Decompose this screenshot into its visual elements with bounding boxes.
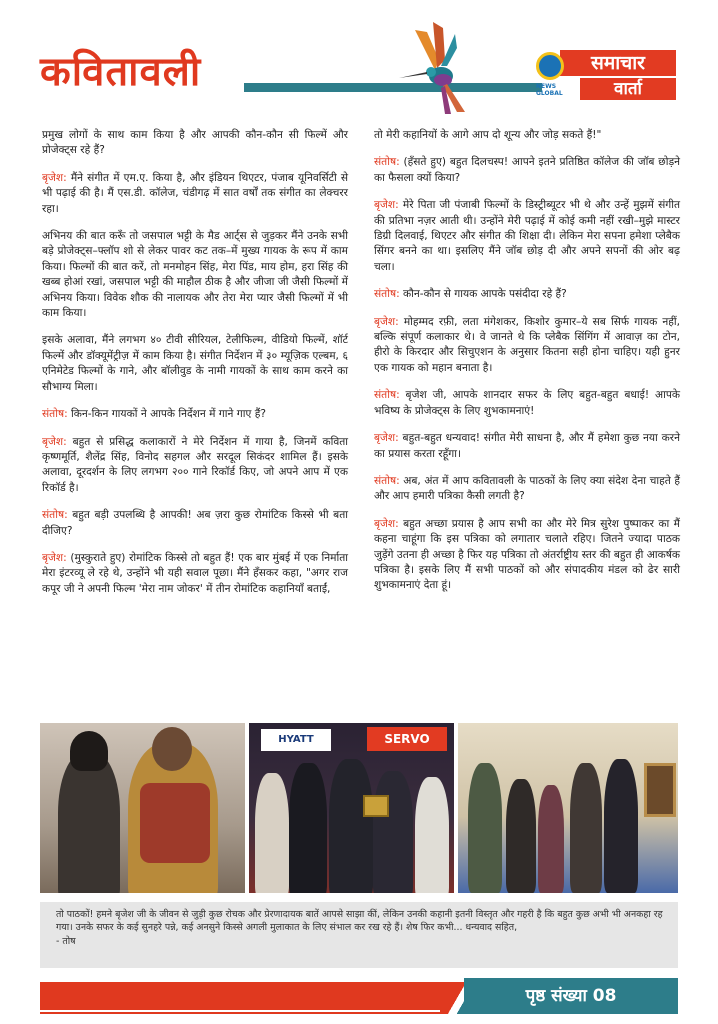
paragraph: बृजेश: बहुत अच्छा प्रयास है आप सभी का और मेरे मित्र सुरेश पुष्पाकर का मैं कहना चाहूंगा कि इस पत्रिका को लगातार चलाते रहिए। जितने ज्यादा पाठक जुड़ेंगे उतना ही अच्छा है फिर यह पत्रिका तो अंतर्राष्ट्रीय स्तर की बहुत ही आकर्षक पत्रिका है। इसके लिए मैं सभी पाठकों को और संपादकीय मंडल को ढेर सारी शुभकामनाएं देता हूं। xyxy=(374,517,680,592)
paragraph: संतोष: बहुत बड़ी उपलब्धि है आपकी! अब ज़रा कुछ रोमांटिक किस्से भी बता दीजिए? xyxy=(42,509,348,537)
page-header xyxy=(0,0,718,120)
closing-note-signature: - तोष xyxy=(56,935,76,947)
logo-text-bottom: वार्ता xyxy=(580,76,676,100)
paragraph: प्रमुख लोगों के साथ काम किया है और आपकी कौन-कौन सी फिल्में और प्रोजेक्ट्स रहे हैं? xyxy=(42,129,348,157)
hummingbird-illustration xyxy=(395,20,480,115)
speaker-label: बृजेश: xyxy=(374,517,399,530)
footer-accent-bar xyxy=(40,982,464,1010)
paragraph: संतोष: बृजेश जी, आपके शानदार सफर के लिए बहुत-बहुत बधाई! आपके भविष्य के प्रोजेक्ट्स के लिए शुभकामनाएं! xyxy=(374,389,680,417)
photo-embrace xyxy=(40,723,245,893)
photo-exhibition xyxy=(458,723,678,893)
photo-strip xyxy=(40,723,678,893)
closing-note-text: तो पाठकों! हमने बृजेश जी के जीवन से जुड़ी कुछ रोचक और प्रेरणादायक बातें आपसे साझा कीं, लेकिन उनकी कहानी इतनी विस्तृत और गहरी है कि बहुत कुछ अभी भी अनकहा रह गया। उनके सफर के कई सुनहरे पन्ने, कई अनसुने किस्से अगली मुलाकात के लिए संभाल कर रख रहे हैं। शेष फिर कभी... धन्यवाद सहित, xyxy=(56,909,663,934)
left-column xyxy=(42,128,348,609)
logo-text-top: समाचार xyxy=(560,50,676,76)
paragraph: बृजेश: बहुत-बहुत धन्यवाद! संगीत मेरी साधना है, और मैं हमेशा कुछ नया करने का प्रयास करता रहूँगा। xyxy=(374,432,680,460)
magazine-title: कवितावली xyxy=(40,49,202,95)
samachar-varta-logo xyxy=(536,50,676,102)
speaker-label: बृजेश: xyxy=(42,435,67,448)
paragraph: बृजेश: मोहम्मद रफ़ी, लता मंगेशकर, किशोर कुमार–ये सब सिर्फ गायक नहीं, बल्कि संपूर्ण कलाकार थे। वे जानते थे कि प्लेबैक सिंगिंग में आवाज़ का टोन, हीरो के किरदार और सिचुएशन के अनुसार कितना सही होना चाहिए। यही हुनर एक गायक को महान बनाता है। xyxy=(374,315,680,374)
speaker-label: बृजेश: xyxy=(374,199,399,212)
speaker-label: संतोष: xyxy=(374,288,400,301)
closing-note xyxy=(40,902,678,968)
banner-hyatt: HYATT xyxy=(261,729,331,751)
speaker-label: संतोष: xyxy=(42,509,68,522)
logo-small-text: NEWS GLOBAL xyxy=(536,83,563,97)
speaker-label: बृजेश: xyxy=(374,432,399,445)
speaker-label: बृजेश: xyxy=(42,171,67,184)
speaker-label: संतोष: xyxy=(374,156,400,169)
paragraph: इसके अलावा, मैंने लगभग ४० टीवी सीरियल, टेलीफिल्म, वीडियो फिल्में, शॉर्ट फिल्में और डॉक्यूमेंट्रीज़ में काम किया है। संगीत निर्देशन में ३० म्यूज़िक एल्बम, ६ एनिमेटेड फिल्मों के गाने, और बॉलीवुड के नामी गायकों के साथ काम करने का सौभाग्य मिला। xyxy=(42,334,348,393)
paragraph: संतोष: (हँसते हुए) बहुत दिलचस्प! आपने इतने प्रतिष्ठित कॉलेज की जॉब छोड़ने का फैसला क्यों किया? xyxy=(374,156,680,184)
paragraph: बृजेश: मेरे पिता जी पंजाबी फिल्मों के डिस्ट्रीब्यूटर भी थे और उन्हें मुझमें संगीत की प्रतिभा नज़र आती थी। उन्होंने मेरी पढ़ाई में कोई कमी नहीं रखी–मुझे मास्टर डिग्री दिलवाई, थिएटर और संगीत की शिक्षा दी। लेकिन मेरा सपना हमेशा प्लेबैक सिंगर बनने का था। इसलिए मैंने जॉब छोड़ दी और अपने सपनों की ओर बढ़ चला। xyxy=(374,199,680,273)
speaker-label: संतोष: xyxy=(374,474,400,487)
paragraph: संतोष: कौन-कौन से गायक आपके पसंदीदा रहे हैं? xyxy=(374,288,567,301)
speaker-label: बृजेश: xyxy=(374,315,399,328)
paragraph: तो मेरी कहानियों के आगे आप दो शून्य और जोड़ सकते हैं!" xyxy=(374,129,602,141)
right-column xyxy=(374,128,680,606)
speaker-label: संतोष: xyxy=(42,408,68,421)
title-rule xyxy=(244,83,542,92)
speaker-label: संतोष: xyxy=(374,389,400,402)
paragraph: अभिनय की बात करूँ तो जसपाल भट्टी के मैड आर्ट्स से जुड़कर मैंने उनके सभी बड़े प्रोजेक्ट्स–फ्लॉप शो से लेकर पावर कट तक–में मुख्य गायक के रूप में काम किया। फिल्मों की बात करें, तो मनमोहन सिंह, मेरा पिंड, माय होम, हरा सिंह की खब्ब होआं रखां, जसपाल भट्टी की माहौल ठीक है और जीजा जी जैसी फिल्मों में अभिनय किया। विवेक शौक की नालायक और तेरा मेरा प्यार जैसी फिल्मों में भी काम किया। xyxy=(42,230,348,320)
page-number: पृष्ठ संख्या 08 xyxy=(464,978,678,1014)
logo-eye-icon xyxy=(536,52,564,80)
paragraph: संतोष: किन-किन गायकों ने आपके निर्देशन में गाने गाए हैं? xyxy=(42,408,266,421)
paragraph: बृजेश: मैंने संगीत में एम.ए. किया है, और इंडियन थिएटर, पंजाब यूनिवर्सिटी से भी पढ़ाई की है। मैं एस.डी. कॉलेज, चंडीगढ़ में सात वर्षों तक संगीत का लेक्चरर रहा। xyxy=(42,171,348,215)
banner-servo: SERVO xyxy=(367,727,447,751)
paragraph: बृजेश: (मुस्कुराते हुए) रोमांटिक किस्से तो बहुत हैं! एक बार मुंबई में एक निर्माता मेरा इंटरव्यू ले रहे थे, उन्होंने भी यही सवाल पूछा। मैंने हँसकर कहा, "अगर राज कपूर जी ने अपनी फिल्म 'मेरा नाम जोकर' में तीन रोमांटिक कहानियाँ बताईं, xyxy=(42,551,348,595)
paragraph: संतोष: अब, अंत में आप कवितावली के पाठकों के लिए क्या संदेश देना चाहते हैं और आप हमारी पत्रिका कैसी लगती है? xyxy=(374,474,680,503)
footer-rule xyxy=(40,1012,464,1014)
photo-award xyxy=(249,723,454,893)
paragraph: बृजेश: बहुत से प्रसिद्ध कलाकारों ने मेरे निर्देशन में गाया है, जिनमें कविता कृष्णमूर्ति, शैलेंद्र सिंह, विनोद सहगल और सरदूल सिकंदर शामिल हैं। इसके अलावा, दूरदर्शन के लिए लगभग २०० गाने रिकॉर्ड किए, जो अपने आप में एक रिकॉर्ड है। xyxy=(42,435,348,494)
speaker-label: बृजेश: xyxy=(42,551,67,564)
